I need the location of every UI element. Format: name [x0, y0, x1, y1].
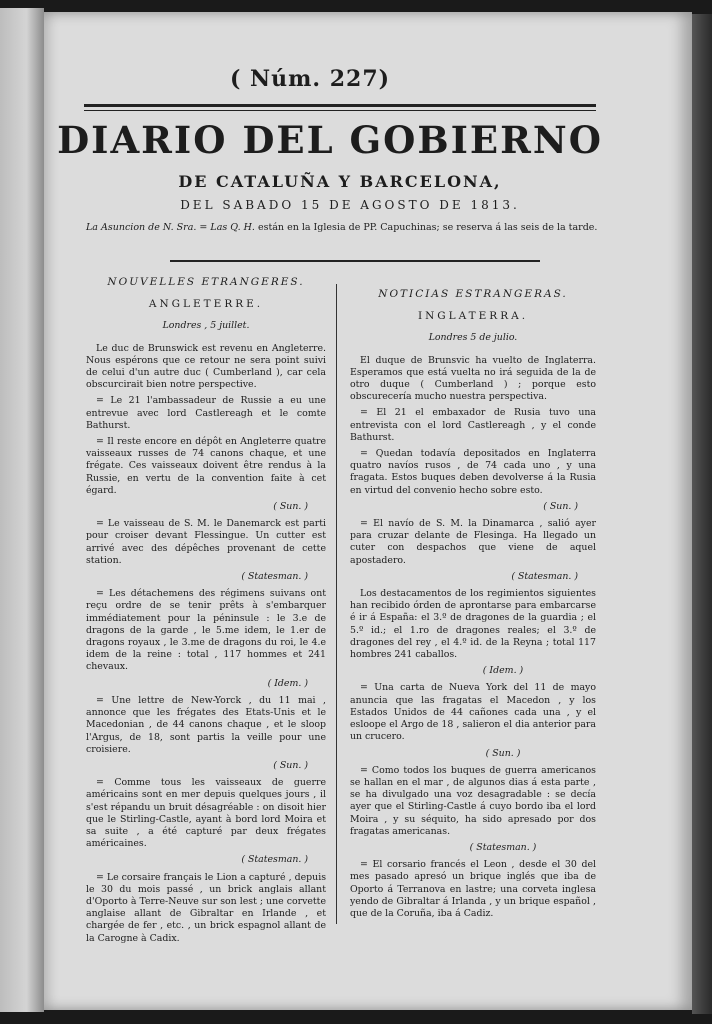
- french-column: [86, 276, 326, 949]
- notice-lead: La Asuncion de N. Sra. = Las Q. H.: [86, 222, 255, 233]
- article-paragraph: = El corsario francés el Leon , desde el 30 del mes pasado apresó un brique inglés que iba de Oporto á Terranova en lastre; una corveta inglesa yendo de Gibraltar á Irlanda , y un brique español , que de la Coruña, iba á Cadiz.: [350, 859, 596, 919]
- source-credit: ( Sun. ): [273, 759, 308, 771]
- article-paragraph: = Les détachemens des régimens suivans ont reçu ordre de se tenir prêts à s'embarquer immédiatement pour la péninsule : le 3.e de dragons de la garde , le 5.me idem, le 1.er de dragons royaux , le 3.me de dragons du roi, le 4.e idem de la reine : total , 117 hommes et 241 chevaux.: [86, 588, 326, 673]
- masthead-subtitle: DE CATALUÑA Y BARCELONA,: [178, 172, 502, 191]
- country-heading: INGLATERRA.: [417, 310, 529, 323]
- section-title: NOUVELLES ETRANGERES.: [107, 276, 305, 288]
- source-credit: ( Idem. ): [267, 677, 308, 689]
- article-paragraph: = Le corsaire français le Lion a capturé , depuis le 30 du mois passé , un brick anglais allant d'Oporto à Terre-Neuve sur son lest ; une corvette anglaise allant de Gibraltar en Irlande , et chargée de fer , etc. , un brick espagnol allant de la Carogne à Cadix.: [86, 871, 326, 944]
- source-credit: ( Statesman. ): [241, 854, 308, 866]
- country-heading: ANGLETERRE.: [148, 298, 264, 311]
- article-paragraph: = Il reste encore en dépôt en Angleterre quatre vaisseaux russes de 74 canons chaque, et une frégate. Ces vaisseaux doivent être rendus à la Russie, en vertu de la convention faite à cet égard.: [86, 436, 326, 496]
- article-paragraph: = El 21 el embaxador de Rusia tuvo una entrevista con el lord Castlereagh , y el conde Bathurst.: [350, 407, 596, 443]
- section-title: NOTICIAS ESTRANGERAS.: [378, 288, 568, 300]
- source-credit: ( Sun. ): [485, 747, 521, 759]
- column-divider: [336, 284, 337, 924]
- source-credit: ( Statesman. ): [511, 570, 578, 582]
- article-paragraph: = El navío de S. M. la Dinamarca , salió ayer para cruzar delante de Flesinga. Ha llegado un cuter con despachos que viene de aquel apostadero.: [350, 518, 596, 566]
- article-paragraph: Los destacamentos de los regimientos siguientes han recibido órden de aprontarse para embarcarse é ir á España: el 3.º de dragones de la guardia ; el 5.º id.; el 1.ro de dragones reales; el 3.º de dragones del rey , el 4.º id. de la Reyna ; total 117 hombres 241 caballos.: [350, 588, 596, 661]
- top-rule: [84, 104, 596, 107]
- header-divider: [170, 260, 540, 262]
- top-rule-thin: [84, 110, 596, 111]
- article-paragraph: = Una carta de Nueva York del 11 de mayo anuncia que las fragatas el Macedon , y los Estados Unidos de 44 cañones cada una , y el esloope el Argo de 18 , salieron el dia anterior para un crucero.: [350, 682, 596, 743]
- source-credit: ( Statesman. ): [241, 571, 308, 583]
- place-date: Londres , 5 juillet.: [162, 320, 250, 332]
- issue-number: ( Núm. 227): [229, 66, 391, 92]
- facing-page-edge: [0, 8, 44, 1012]
- masthead-title: DIARIO DEL GOBIERNO: [57, 118, 603, 162]
- article-paragraph: = Une lettre de New-Yorck , du 11 mai , annonce que les frégates des Etats-Unis et le Macedonian , de 44 canons chaque , et le sloop l'Argus, de 18, sont partis la veille pour une croisiere.: [86, 694, 326, 755]
- spanish-column: [350, 288, 596, 924]
- source-credit: ( Idem. ): [482, 665, 524, 677]
- article-paragraph: = Le vaisseau de S. M. le Danemarck est parti pour croiser devant Flessingue. Un cutter est arrivé avec des dépêches provenant de cette station.: [86, 518, 326, 566]
- source-credit: ( Sun. ): [273, 501, 308, 513]
- article-paragraph: = Le 21 l'ambassadeur de Russie a eu une entrevue avec lord Castlereagh et le comte Bathurst.: [86, 395, 326, 431]
- article-paragraph: = Comme tous les vaisseaux de guerre américains sont en mer depuis quelques jours , il s'est répandu un bruit désagréable : on disoit hier que le Stirling-Castle, ayant à bord lord Moira et sa suite , a été capturé par deux frégates américaines.: [86, 777, 326, 850]
- source-credit: ( Statesman. ): [469, 841, 537, 853]
- religious-notice: [86, 222, 616, 234]
- place-date: Londres 5 de julio.: [428, 332, 518, 344]
- article-paragraph: Le duc de Brunswick est revenu en Angleterre. Nous espérons que ce retour ne sera point suivi de celui d'un autre duc ( Cumberland ), car cela obscurcirait bien notre perspective.: [86, 342, 326, 391]
- notice-text: están en la Iglesia de PP. Capuchinas; se reserva á las seis de la tarde.: [257, 222, 598, 233]
- article-paragraph: = Quedan todavía depositados en Inglaterra quatro navíos rusos , de 74 cada uno , y una fragata. Estos buques deben devolverse á la Rusia en virtud del convenio hecho sobre esto.: [350, 448, 596, 496]
- issue-date: DEL SABADO 15 DE AGOSTO DE 1813.: [180, 198, 520, 212]
- book-edge: [692, 14, 712, 1014]
- article-paragraph: = Como todos los buques de guerra americanos se hallan en el mar , de algunos dias á esta parte , se ha divulgado una voz desagradable : se decía ayer que el Stirling-Castle á cuyo bordo iba el lord Moira , y su séquito, ha sido apresado por dos fragatas americanas.: [350, 764, 596, 837]
- article-paragraph: El duque de Brunsvic ha vuelto de Inglaterra. Esperamos que está vuelta no irá seguida de la de otro duque ( Cumberland ) ; porque esto obscurecería mucho nuestra perspectiva.: [350, 354, 596, 403]
- source-credit: ( Sun. ): [543, 500, 578, 512]
